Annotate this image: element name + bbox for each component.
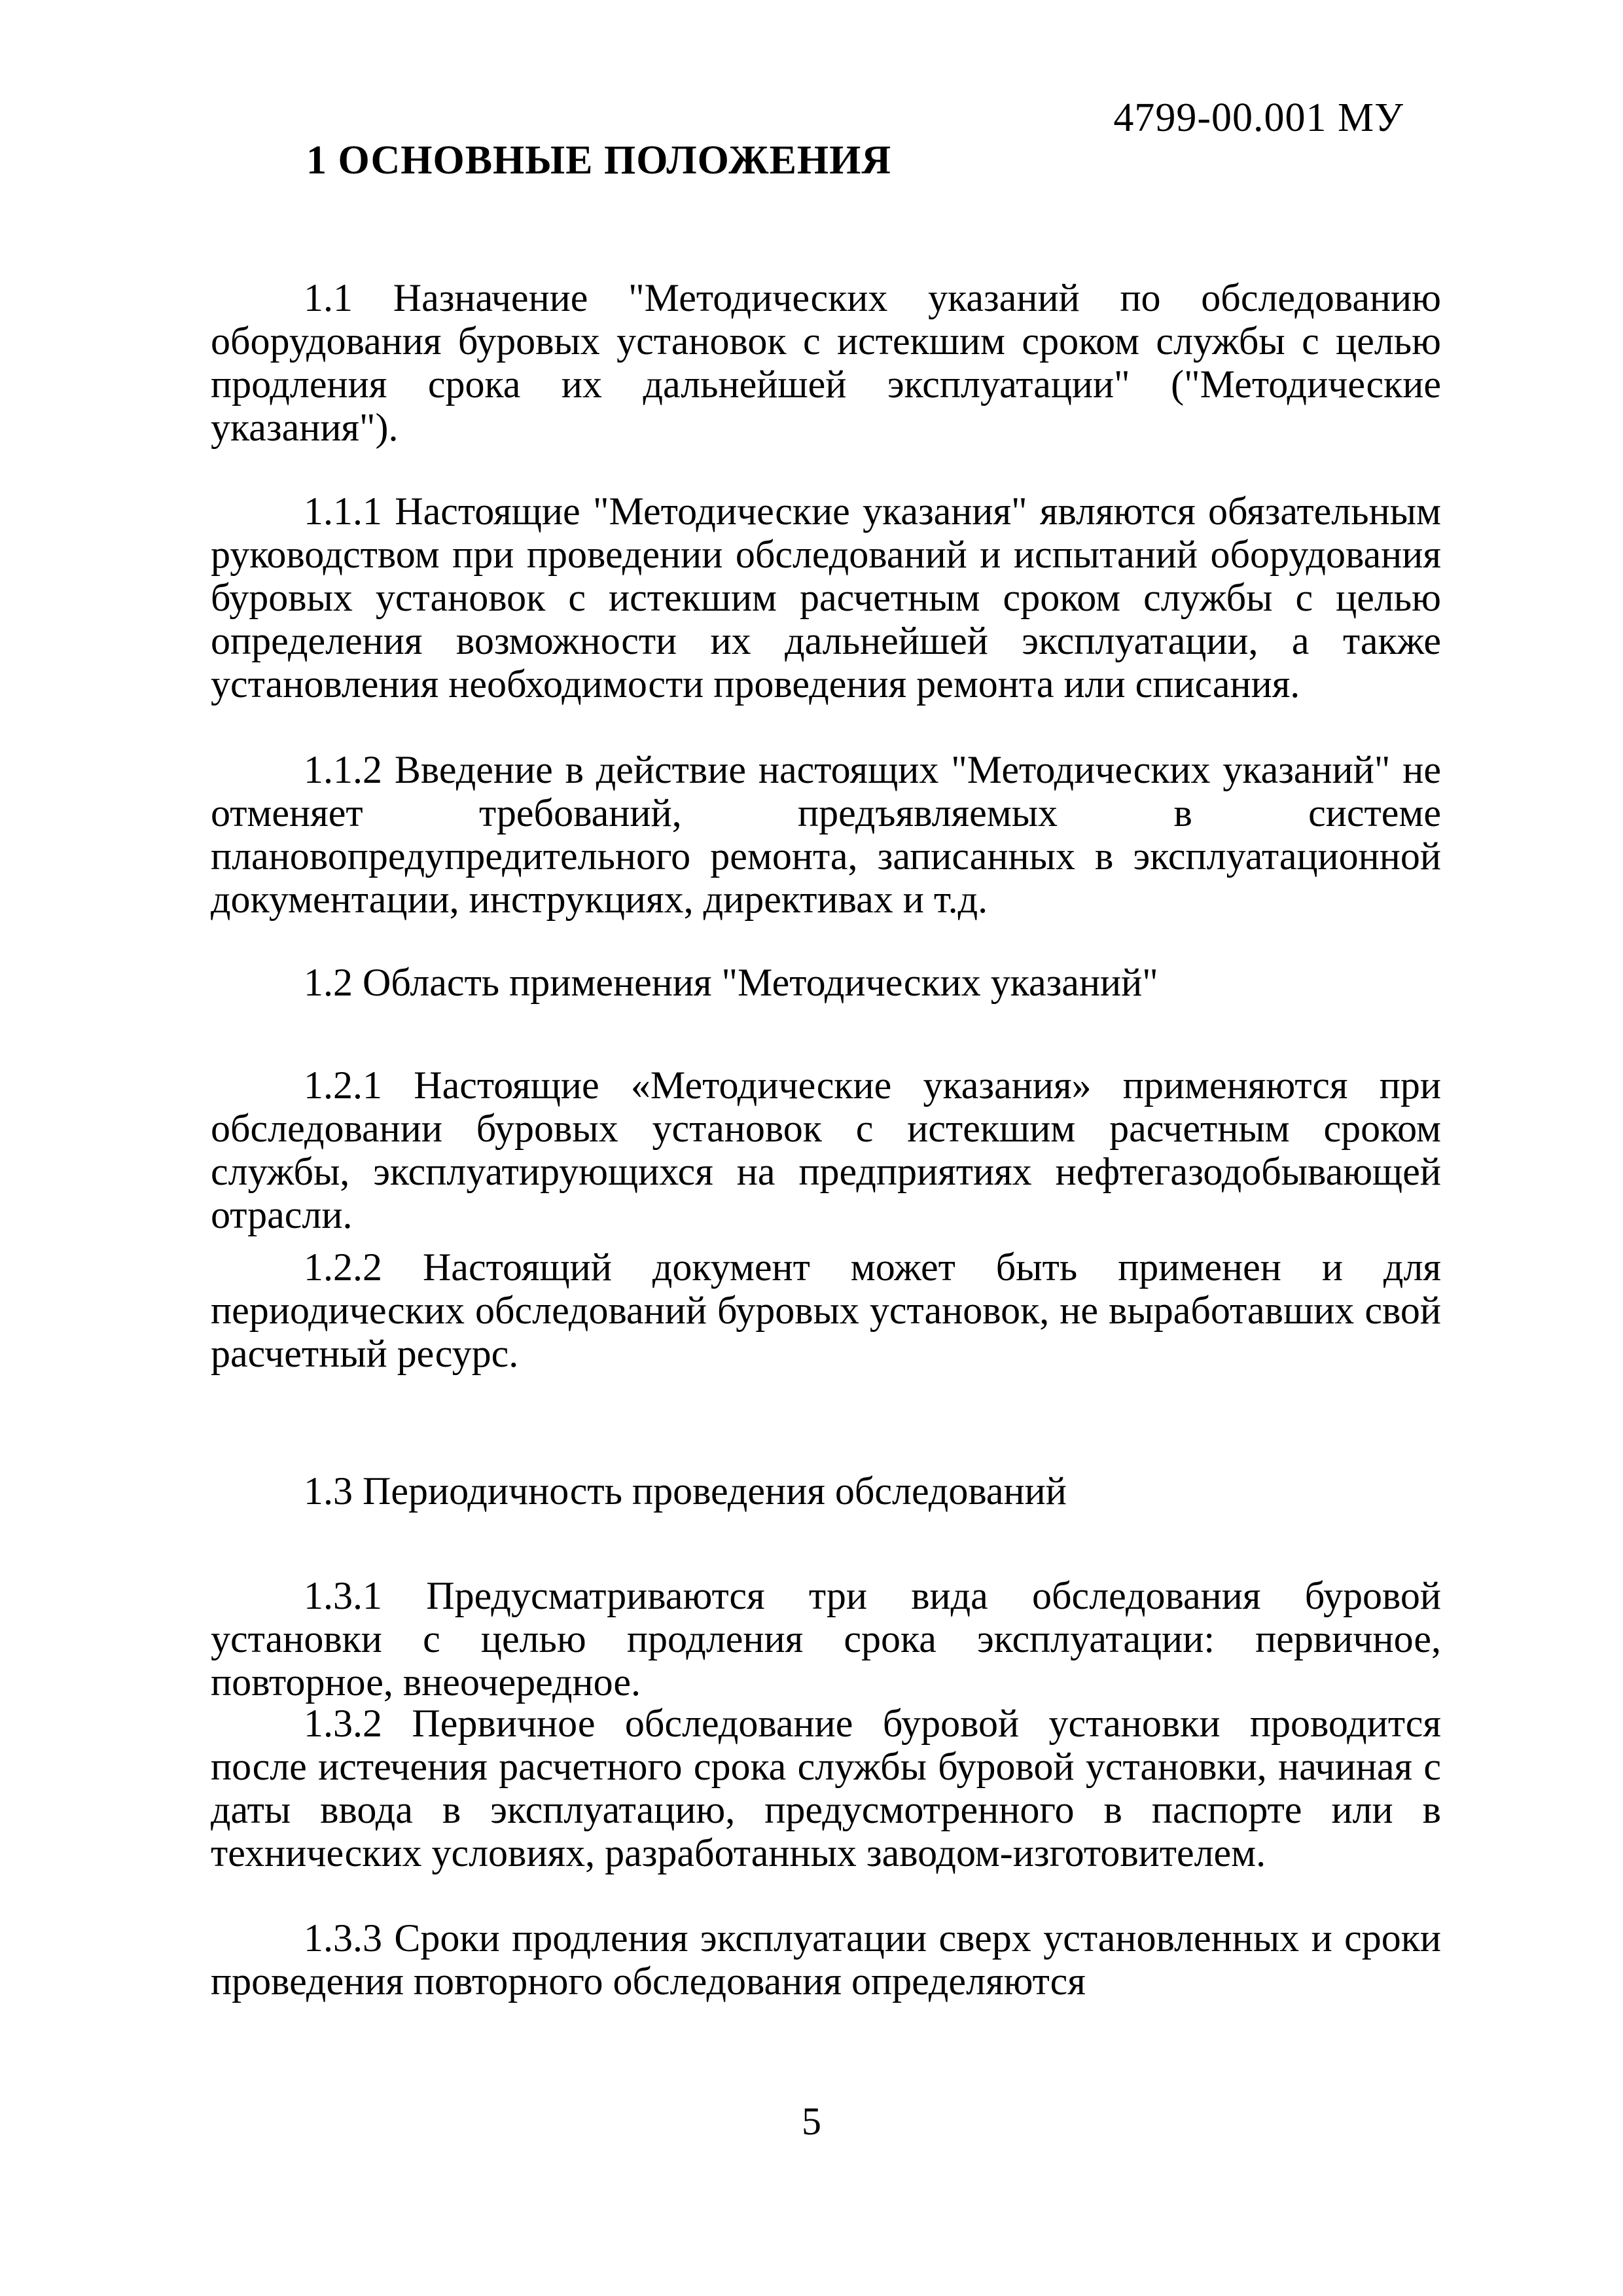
section-title: 1 ОСНОВНЫЕ ПОЛОЖЕНИЯ xyxy=(306,138,892,183)
document-code: 4799-00.001 МУ xyxy=(1113,96,1404,140)
page-number: 5 xyxy=(802,2100,821,2143)
paragraph-1-3-2: 1.3.2 Первичное обследование буровой установки проводится после истечения расчетного срока службы буровой установки, начиная с даты ввода в эксплуатацию, предусмотренного в паспорте или в технических условиях, разработанных заводом-изготовителем. xyxy=(211,1702,1441,1874)
paragraph-1-1: 1.1 Назначение "Методических указаний по обследованию оборудования буровых установок с истекшим сроком службы с целью продления срока их дальнейшей эксплуатации" ("Методические указания"). xyxy=(211,276,1441,449)
paragraph-1-3-1: 1.3.1 Предусматриваются три вида обследования буровой установки с целью продления срока эксплуатации: первичное, повторное, внеочередное. xyxy=(211,1574,1441,1704)
paragraph-1-1-2: 1.1.2 Введение в действие настоящих "Методических указаний" не отменяет требований, предъявляемых в системе плановопредупредительного ремонта, записанных в эксплуатационной документации, инструкциях, директивах и т.д. xyxy=(211,748,1441,921)
paragraph-1-2-2: 1.2.2 Настоящий документ может быть применен и для периодических обследований буровых установок, не выработавших свой расчетный ресурс. xyxy=(211,1246,1441,1375)
heading-1-3: 1.3 Периодичность проведения обследований xyxy=(304,1469,1067,1513)
paragraph-1-2-1: 1.2.1 Настоящие «Методические указания» применяются при обследовании буровых установок с истекшим расчетным сроком службы, эксплуатирующихся на предприятиях нефтегазодобывающей отрасли. xyxy=(211,1064,1441,1236)
paragraph-1-1-1: 1.1.1 Настоящие "Методические указания" являются обязательным руководством при проведении обследований и испытаний оборудования буровых установок с истекшим расчетным сроком службы с целью определения возможности их дальнейшей эксплуатации, а также установления необходимости проведения ремонта или списания. xyxy=(211,490,1441,706)
paragraph-1-3-3: 1.3.3 Сроки продления эксплуатации сверх установленных и сроки проведения повторного обследования определяются xyxy=(211,1916,1441,2003)
heading-1-2: 1.2 Область применения "Методических указаний" xyxy=(304,961,1158,1004)
